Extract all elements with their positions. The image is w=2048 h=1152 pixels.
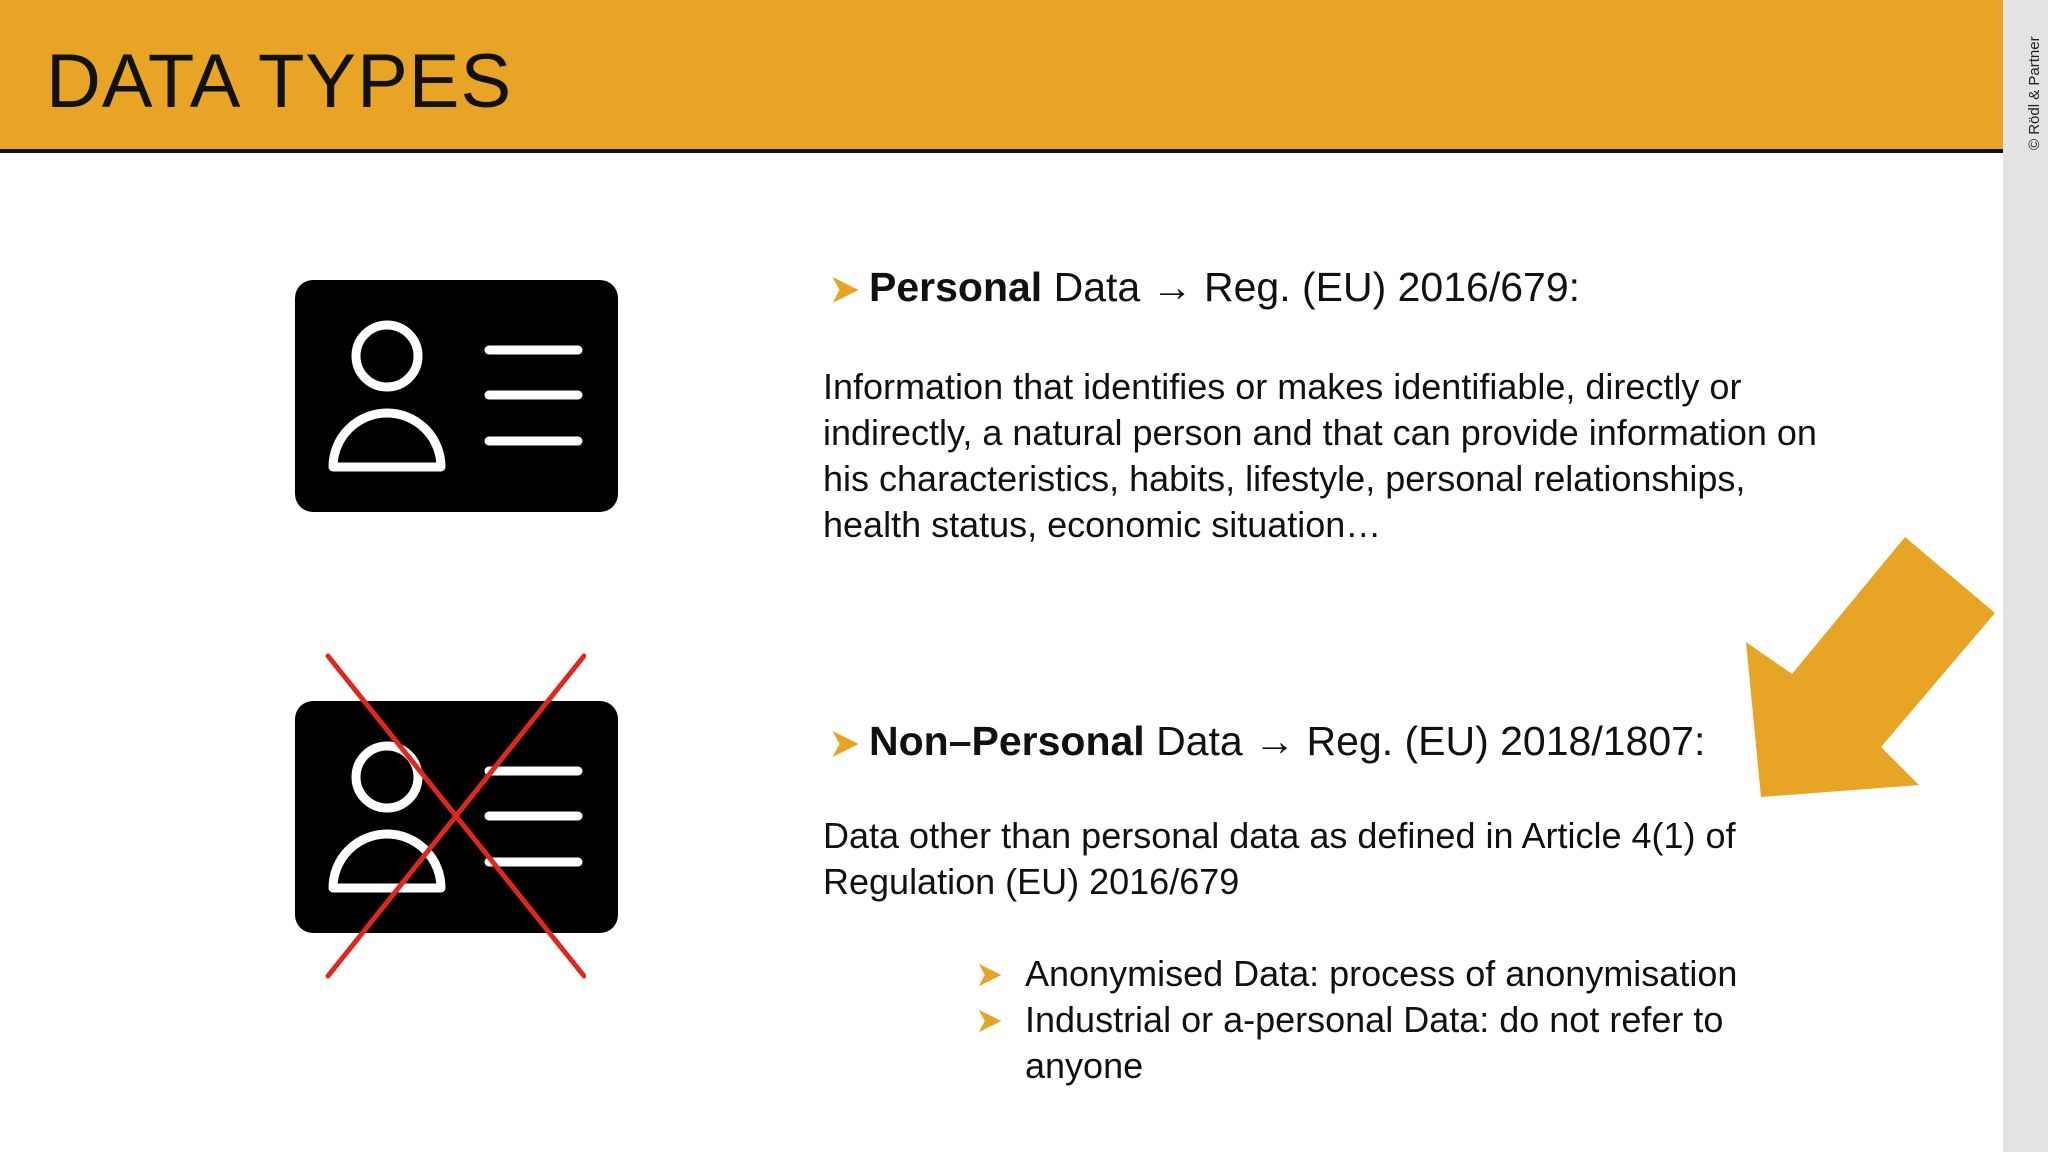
id-card-icon xyxy=(295,280,618,512)
list-item xyxy=(977,951,1827,997)
list-item xyxy=(977,997,1827,1089)
heading-bold: Non–Personal xyxy=(869,718,1145,764)
arrowhead-bullet-icon xyxy=(977,962,1003,988)
nonpersonal-data-heading xyxy=(822,717,1705,765)
arrowhead-bullet-icon xyxy=(822,729,869,759)
personal-data-description: Information that identifies or makes identifiable, directly or indirectly, a natural person and that can provide information on his characteristics, habits, lifestyle, personal relationships, health status, economic situation… xyxy=(823,366,1817,545)
list-item-text: Industrial or a-personal Data: do not refer to anyone xyxy=(1025,999,1724,1086)
title-bar xyxy=(0,0,2003,153)
heading-rest: Data → Reg. (EU) 2018/1807: xyxy=(1144,718,1706,764)
arrowhead-bullet-icon xyxy=(822,275,869,305)
personal-data-heading xyxy=(822,263,1580,311)
arrowhead-bullet-icon xyxy=(977,1008,1003,1034)
list-item-text: Anonymised Data: process of anonymisation xyxy=(1025,953,1738,994)
nonpersonal-subitems xyxy=(977,951,1827,1089)
nonpersonal-data-description: Data other than personal data as defined in Article 4(1) of Regulation (EU) 2016/679 xyxy=(823,815,1736,902)
down-left-arrow-icon xyxy=(1740,535,2000,800)
heading-bold: Personal xyxy=(869,264,1043,310)
cross-out-icon xyxy=(322,652,586,980)
copyright-notice: © Rödl & Partner xyxy=(2026,36,2043,150)
side-strip xyxy=(2003,0,2048,1152)
heading-rest: Data → Reg. (EU) 2016/679: xyxy=(1042,264,1581,310)
slide-title: DATA TYPES xyxy=(46,39,513,124)
